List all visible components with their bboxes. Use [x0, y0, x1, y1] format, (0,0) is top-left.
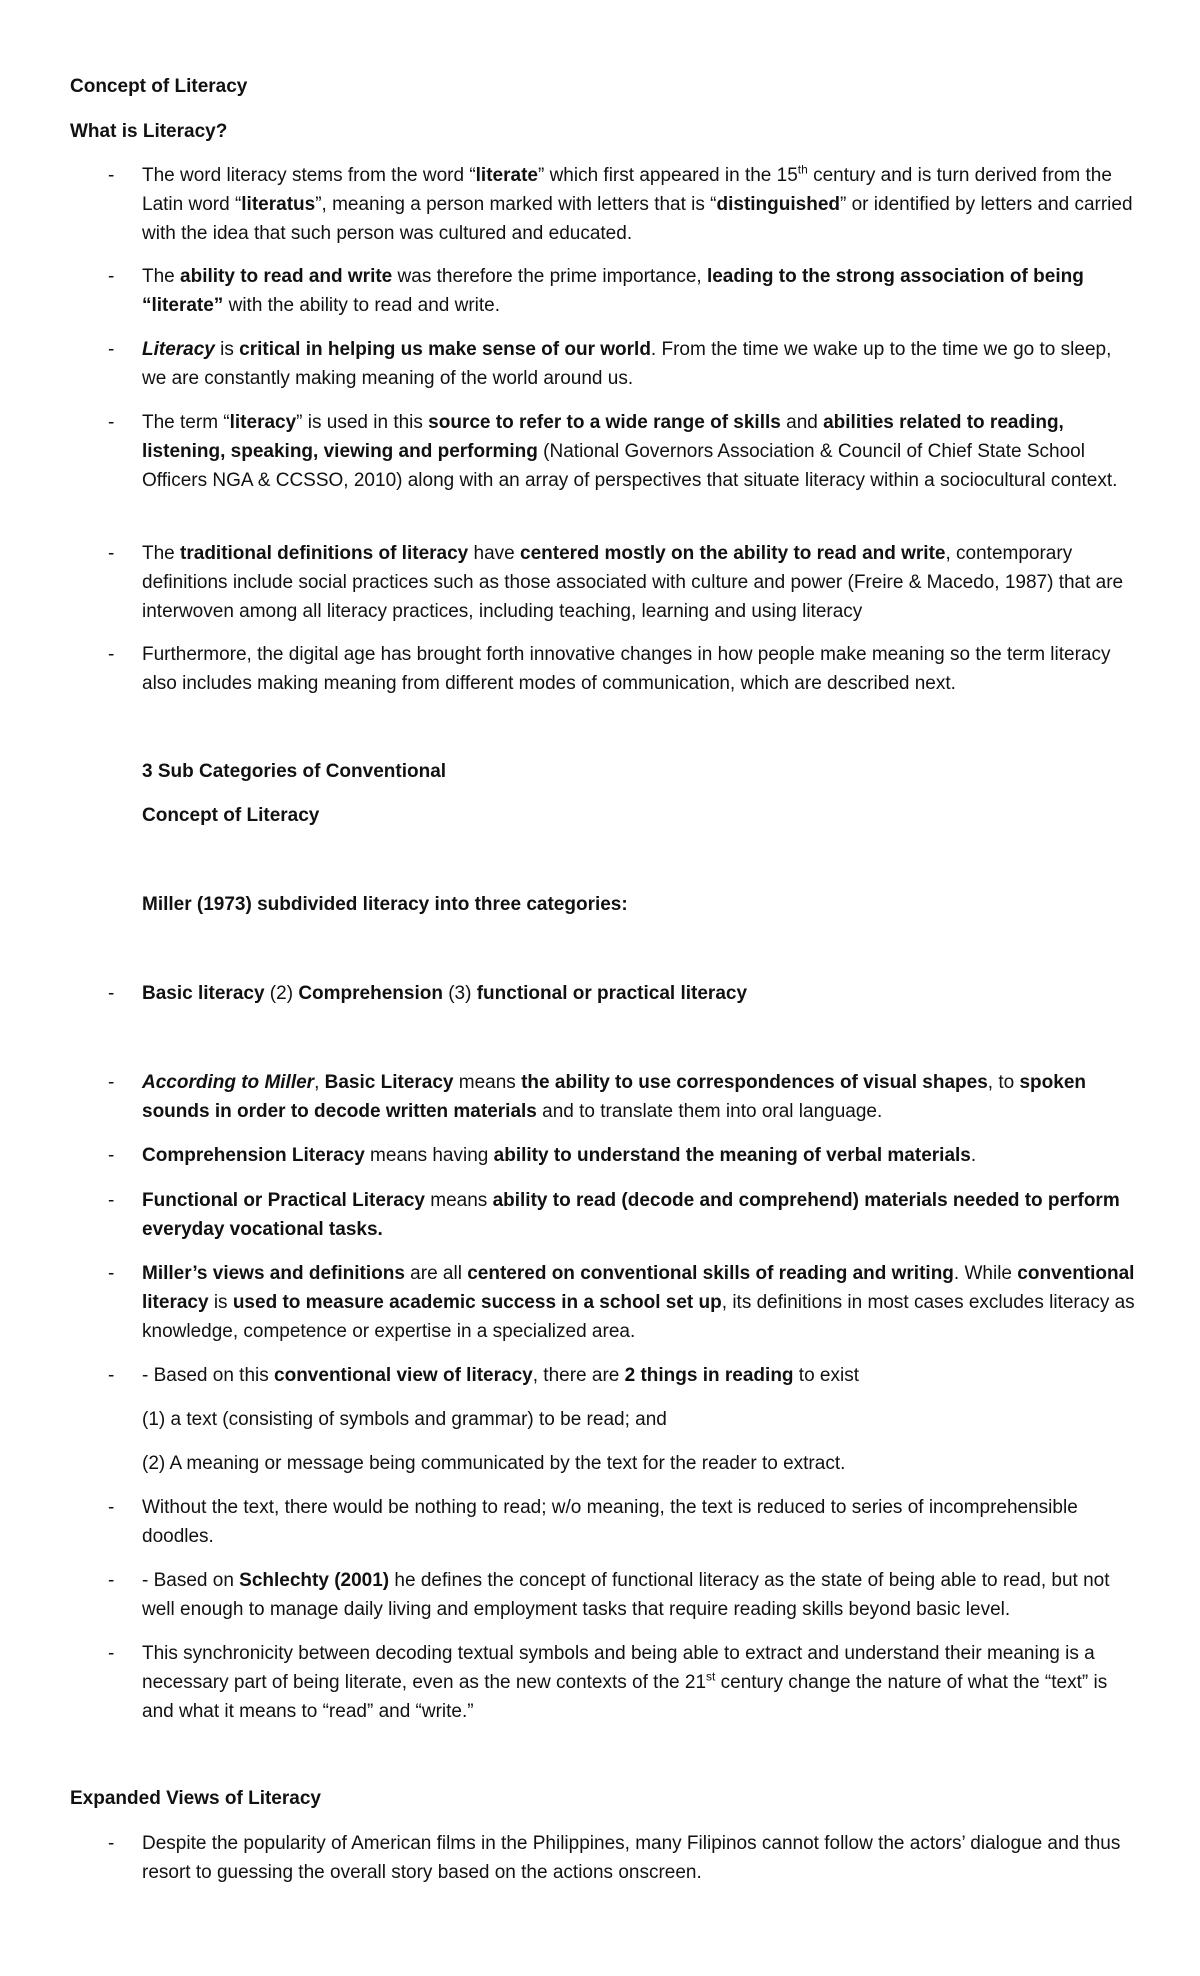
text-run: and — [780, 412, 824, 433]
text-run: , — [314, 1072, 325, 1093]
bullet-text — [142, 408, 1138, 495]
bullet-text — [142, 1361, 1138, 1390]
bullet-item — [108, 1186, 1138, 1244]
bullet-text — [142, 335, 1138, 393]
text-run: is — [214, 339, 240, 360]
bullet-text — [142, 262, 1138, 320]
bullet-item — [108, 1259, 1138, 1346]
text-run: conventional view of literacy — [274, 1365, 533, 1386]
text-run: means — [424, 1190, 493, 1211]
text-run: Comprehension — [298, 983, 443, 1004]
text-run: means having — [364, 1145, 494, 1166]
text-run: Furthermore, the digital age has brought forth innovative changes in how people make meaning so the term literacy also includes making meaning from different modes of communication, which are described next. — [142, 644, 1111, 694]
text-run: This synchronicity between decoding textual symbols and being able to extract and understand their meaning is a necessary part of being literate, even as the new contexts of the 21 — [142, 1643, 1095, 1693]
text-run: . While — [953, 1263, 1018, 1284]
text-run: ability to understand the meaning of verbal materials — [493, 1145, 971, 1166]
text-run: , its definitions in most cases excludes literacy as knowledge, competence or expertise in a specialized area. — [142, 1292, 1135, 1342]
text-run: century change the nature of what the “text” is and what it means to “read” and “write.” — [142, 1672, 1108, 1722]
bullet-text — [142, 1639, 1138, 1726]
text-run: The — [142, 543, 181, 564]
bullet-dash: - — [108, 1072, 115, 1093]
text-run: , there are — [532, 1365, 625, 1386]
text-run: st — [706, 1669, 716, 1684]
text-run: The word literacy stems from the word “ — [142, 165, 476, 186]
bullet-item — [108, 262, 1138, 320]
text-run: Schlechty (2001) — [239, 1570, 390, 1591]
text-run: traditional definitions of literacy — [180, 543, 469, 564]
bullet-text — [142, 1186, 1138, 1244]
text-run: . — [970, 1145, 977, 1166]
bullet-item — [108, 539, 1138, 626]
section-heading-expanded-views: Expanded Views of Literacy — [70, 1788, 321, 1809]
document-title: Concept of Literacy — [70, 76, 248, 97]
text-run: Comprehension Literacy — [142, 1145, 365, 1166]
text-run: literate — [475, 165, 538, 186]
bullet-item — [108, 161, 1138, 248]
text-run: literacy — [229, 412, 297, 433]
bullet-dash: - — [108, 1497, 115, 1518]
text-run: th — [797, 162, 808, 177]
bullet-dash: - — [108, 1643, 115, 1664]
bullet-item — [108, 979, 1138, 1008]
text-run: leading to the strong association of being “literate” — [142, 266, 1084, 316]
reading-thing-meaning: (2) A meaning or message being communicated by the text for the reader to extract. — [142, 1453, 846, 1474]
bullet-text — [142, 1068, 1138, 1126]
text-run: (3) — [442, 983, 477, 1004]
bullet-dash: - — [108, 1263, 115, 1284]
bullet-dash: - — [108, 644, 115, 665]
bullet-text — [142, 1829, 1138, 1887]
text-run: source to refer to a wide range of skills — [428, 412, 781, 433]
text-run: , to — [987, 1072, 1020, 1093]
text-run: 2 things in reading — [624, 1365, 794, 1386]
bullet-text — [142, 539, 1138, 626]
text-run: critical in helping us make sense of our world — [239, 339, 651, 360]
text-run: Basic literacy — [142, 983, 265, 1004]
text-run: was therefore the prime importance, — [392, 266, 707, 287]
bullet-dash: - — [108, 1365, 115, 1386]
bullet-text — [142, 1566, 1138, 1624]
text-run: literatus — [241, 194, 316, 215]
text-run: have — [468, 543, 520, 564]
text-run: - Based on this — [142, 1365, 275, 1386]
text-run: with the ability to read and write. — [223, 295, 501, 316]
text-run: ” which first appeared in the 15 — [537, 165, 798, 186]
bullet-dash: - — [108, 983, 115, 1004]
bullet-item — [108, 1639, 1138, 1726]
bullet-dash: - — [108, 266, 115, 287]
text-run: and to translate them into oral language. — [536, 1101, 883, 1122]
bullet-item — [108, 1141, 1138, 1170]
sub-heading: Miller (1973) subdivided literacy into three categories: — [142, 894, 628, 915]
bullet-dash: - — [108, 1190, 115, 1211]
bullet-item — [108, 640, 1138, 698]
text-run: ”, meaning a person marked with letters that is “ — [315, 194, 717, 215]
bullet-item — [108, 1829, 1138, 1887]
text-run: Basic Literacy — [324, 1072, 454, 1093]
bullet-item — [108, 335, 1138, 393]
text-run: used to measure academic success in a school set up — [232, 1292, 722, 1313]
section-heading-what-is-literacy: What is Literacy? — [70, 121, 228, 142]
text-run: distinguished — [716, 194, 840, 215]
bullet-text — [142, 1493, 1138, 1551]
bullet-dash: - — [108, 1570, 115, 1591]
text-run: The — [142, 266, 181, 287]
text-run: The term “ — [142, 412, 230, 433]
text-run: the ability to use correspondences of visual shapes — [521, 1072, 988, 1093]
text-run: ability to read (decode and comprehend) materials needed to perform everyday vocational tasks. — [142, 1190, 1120, 1240]
text-run: he defines the concept of functional literacy as the state of being able to read, but not well enough to manage daily living and employment tasks that require reading skills beyond basic level. — [142, 1570, 1110, 1620]
text-run: abilities related to reading, listening, speaking, viewing and performing — [142, 412, 1064, 462]
sub-heading: 3 Sub Categories of Conventional — [142, 761, 447, 782]
text-run: - Based on — [142, 1570, 240, 1591]
text-run: (2) — [264, 983, 299, 1004]
text-run: Despite the popularity of American films in the Philippines, many Filipinos cannot follow the actors’ dialogue and thus resort to guessing the overall story based on the actions onscreen. — [142, 1833, 1121, 1883]
text-run: functional or practical literacy — [476, 983, 748, 1004]
bullet-text — [142, 1141, 1138, 1170]
bullet-text — [142, 640, 1138, 698]
bullet-dash: - — [108, 1145, 115, 1166]
text-run: means — [453, 1072, 522, 1093]
bullet-item — [108, 1361, 1138, 1390]
bullet-dash: - — [108, 165, 115, 186]
text-run: Without the text, there would be nothing to read; w/o meaning, the text is reduced to series of incomprehensible doodles. — [142, 1497, 1078, 1547]
bullet-dash: - — [108, 543, 115, 564]
sub-heading: Concept of Literacy — [142, 805, 320, 826]
text-run: are all — [404, 1263, 468, 1284]
text-run: (National Governors Association & Council of Chief State School Officers NGA & CCSSO, 2010) along with an array of perspectives that situate literacy within a sociocultural context. — [142, 441, 1118, 491]
reading-thing-text: (1) a text (consisting of symbols and grammar) to be read; and — [142, 1409, 667, 1430]
text-run: spoken sounds in order to decode written materials — [142, 1072, 1087, 1122]
bullet-text — [142, 979, 1138, 1008]
text-run: is — [208, 1292, 233, 1313]
text-run: centered mostly on the ability to read and write — [520, 543, 946, 564]
bullet-dash: - — [108, 412, 115, 433]
bullet-item — [108, 1493, 1138, 1551]
bullet-item — [108, 408, 1138, 495]
text-run: century and is turn derived from the Latin word “ — [142, 165, 1112, 215]
text-run: ability to read and write — [180, 266, 393, 287]
bullet-text — [142, 1259, 1138, 1346]
text-run: ” is used in this — [296, 412, 429, 433]
text-run: conventional literacy — [142, 1263, 1135, 1313]
text-run: Miller’s views and definitions — [142, 1263, 405, 1284]
bullet-text — [142, 161, 1138, 248]
bullet-dash: - — [108, 339, 115, 360]
text-run: Literacy — [142, 339, 215, 360]
bullet-dash: - — [108, 1833, 115, 1854]
text-run: . From the time we wake up to the time we go to sleep, we are constantly making meaning of the world around us. — [142, 339, 1112, 389]
text-run: to exist — [793, 1365, 860, 1386]
text-run: , contemporary definitions include social practices such as those associated with culture and power (Freire & Macedo, 1987) that are interwoven among all literacy practices, including teaching, learning and using literacy — [142, 543, 1124, 622]
text-run: Functional or Practical Literacy — [142, 1190, 425, 1211]
bullet-item — [108, 1566, 1138, 1624]
text-run: centered on conventional skills of reading and writing — [467, 1263, 954, 1284]
text-run: According to Miller — [142, 1072, 315, 1093]
bullet-item — [108, 1068, 1138, 1126]
text-run: ” or identified by letters and carried with the idea that such person was cultured and educated. — [142, 194, 1133, 244]
